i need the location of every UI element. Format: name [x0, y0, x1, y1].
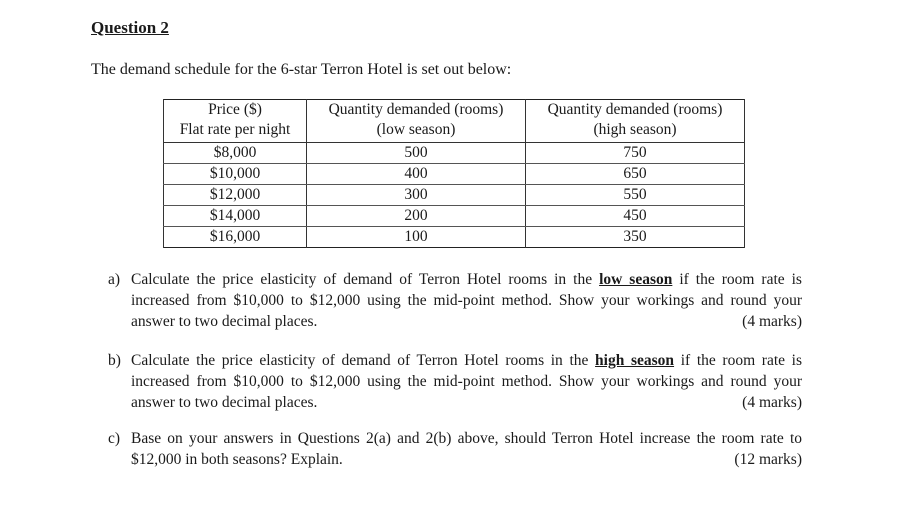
low-season-cell: 500	[307, 143, 526, 164]
price-cell: $10,000	[164, 164, 307, 185]
header-high-season: Quantity demanded (rooms) (high season)	[526, 100, 745, 143]
table-header-row	[164, 100, 745, 143]
price-cell: $16,000	[164, 227, 307, 248]
part-a-text-before: Calculate the price elasticity of demand of Terron Hotel rooms in the	[131, 271, 593, 288]
price-cell: $8,000	[164, 143, 307, 164]
low-season-cell: 300	[307, 185, 526, 206]
high-season-cell: 650	[526, 164, 745, 185]
part-b-emphasis: high season	[595, 352, 675, 369]
header-price: Price ($) Flat rate per night	[164, 100, 307, 143]
header-low-season: Quantity demanded (rooms) (low season)	[307, 100, 526, 143]
table-row	[164, 143, 745, 164]
part-b-label: b)	[108, 352, 121, 369]
part-b-text-after: if the room rate is increased from $10,000 to $12,000 using the mid-point method. Show your workings and round your answer to two decimal places.	[131, 352, 802, 411]
question-title: Question 2	[91, 18, 169, 37]
high-season-cell: 750	[526, 143, 745, 164]
question-part-a	[108, 269, 802, 332]
part-c-text: Base on your answers in Questions 2(a) and 2(b) above, should Terron Hotel increase the room rate to $12,000 in both seasons? Explain.	[131, 430, 802, 468]
part-c-marks: (12 marks)	[734, 451, 802, 468]
demand-schedule-table	[163, 99, 745, 248]
table-row	[164, 164, 745, 185]
table-row	[164, 206, 745, 227]
high-season-cell: 350	[526, 227, 745, 248]
table-row	[164, 185, 745, 206]
price-cell: $12,000	[164, 185, 307, 206]
part-a-label: a)	[108, 271, 121, 288]
part-c-label: c)	[108, 430, 121, 447]
low-season-cell: 400	[307, 164, 526, 185]
part-a-marks: (4 marks)	[742, 313, 802, 330]
high-season-cell: 550	[526, 185, 745, 206]
part-b-text-before: Calculate the price elasticity of demand of Terron Hotel rooms in the	[131, 352, 589, 369]
table-row	[164, 227, 745, 248]
part-a-emphasis: low season	[599, 271, 673, 288]
price-cell: $14,000	[164, 206, 307, 227]
intro-text: The demand schedule for the 6-star Terron Hotel is set out below:	[91, 61, 512, 78]
question-part-b	[108, 350, 802, 413]
low-season-cell: 100	[307, 227, 526, 248]
high-season-cell: 450	[526, 206, 745, 227]
part-b-marks: (4 marks)	[742, 394, 802, 411]
question-part-c	[108, 428, 802, 470]
low-season-cell: 200	[307, 206, 526, 227]
part-a-text-after: if the room rate is increased from $10,000 to $12,000 using the mid-point method. Show your workings and round your answer to two decimal places.	[131, 271, 802, 330]
